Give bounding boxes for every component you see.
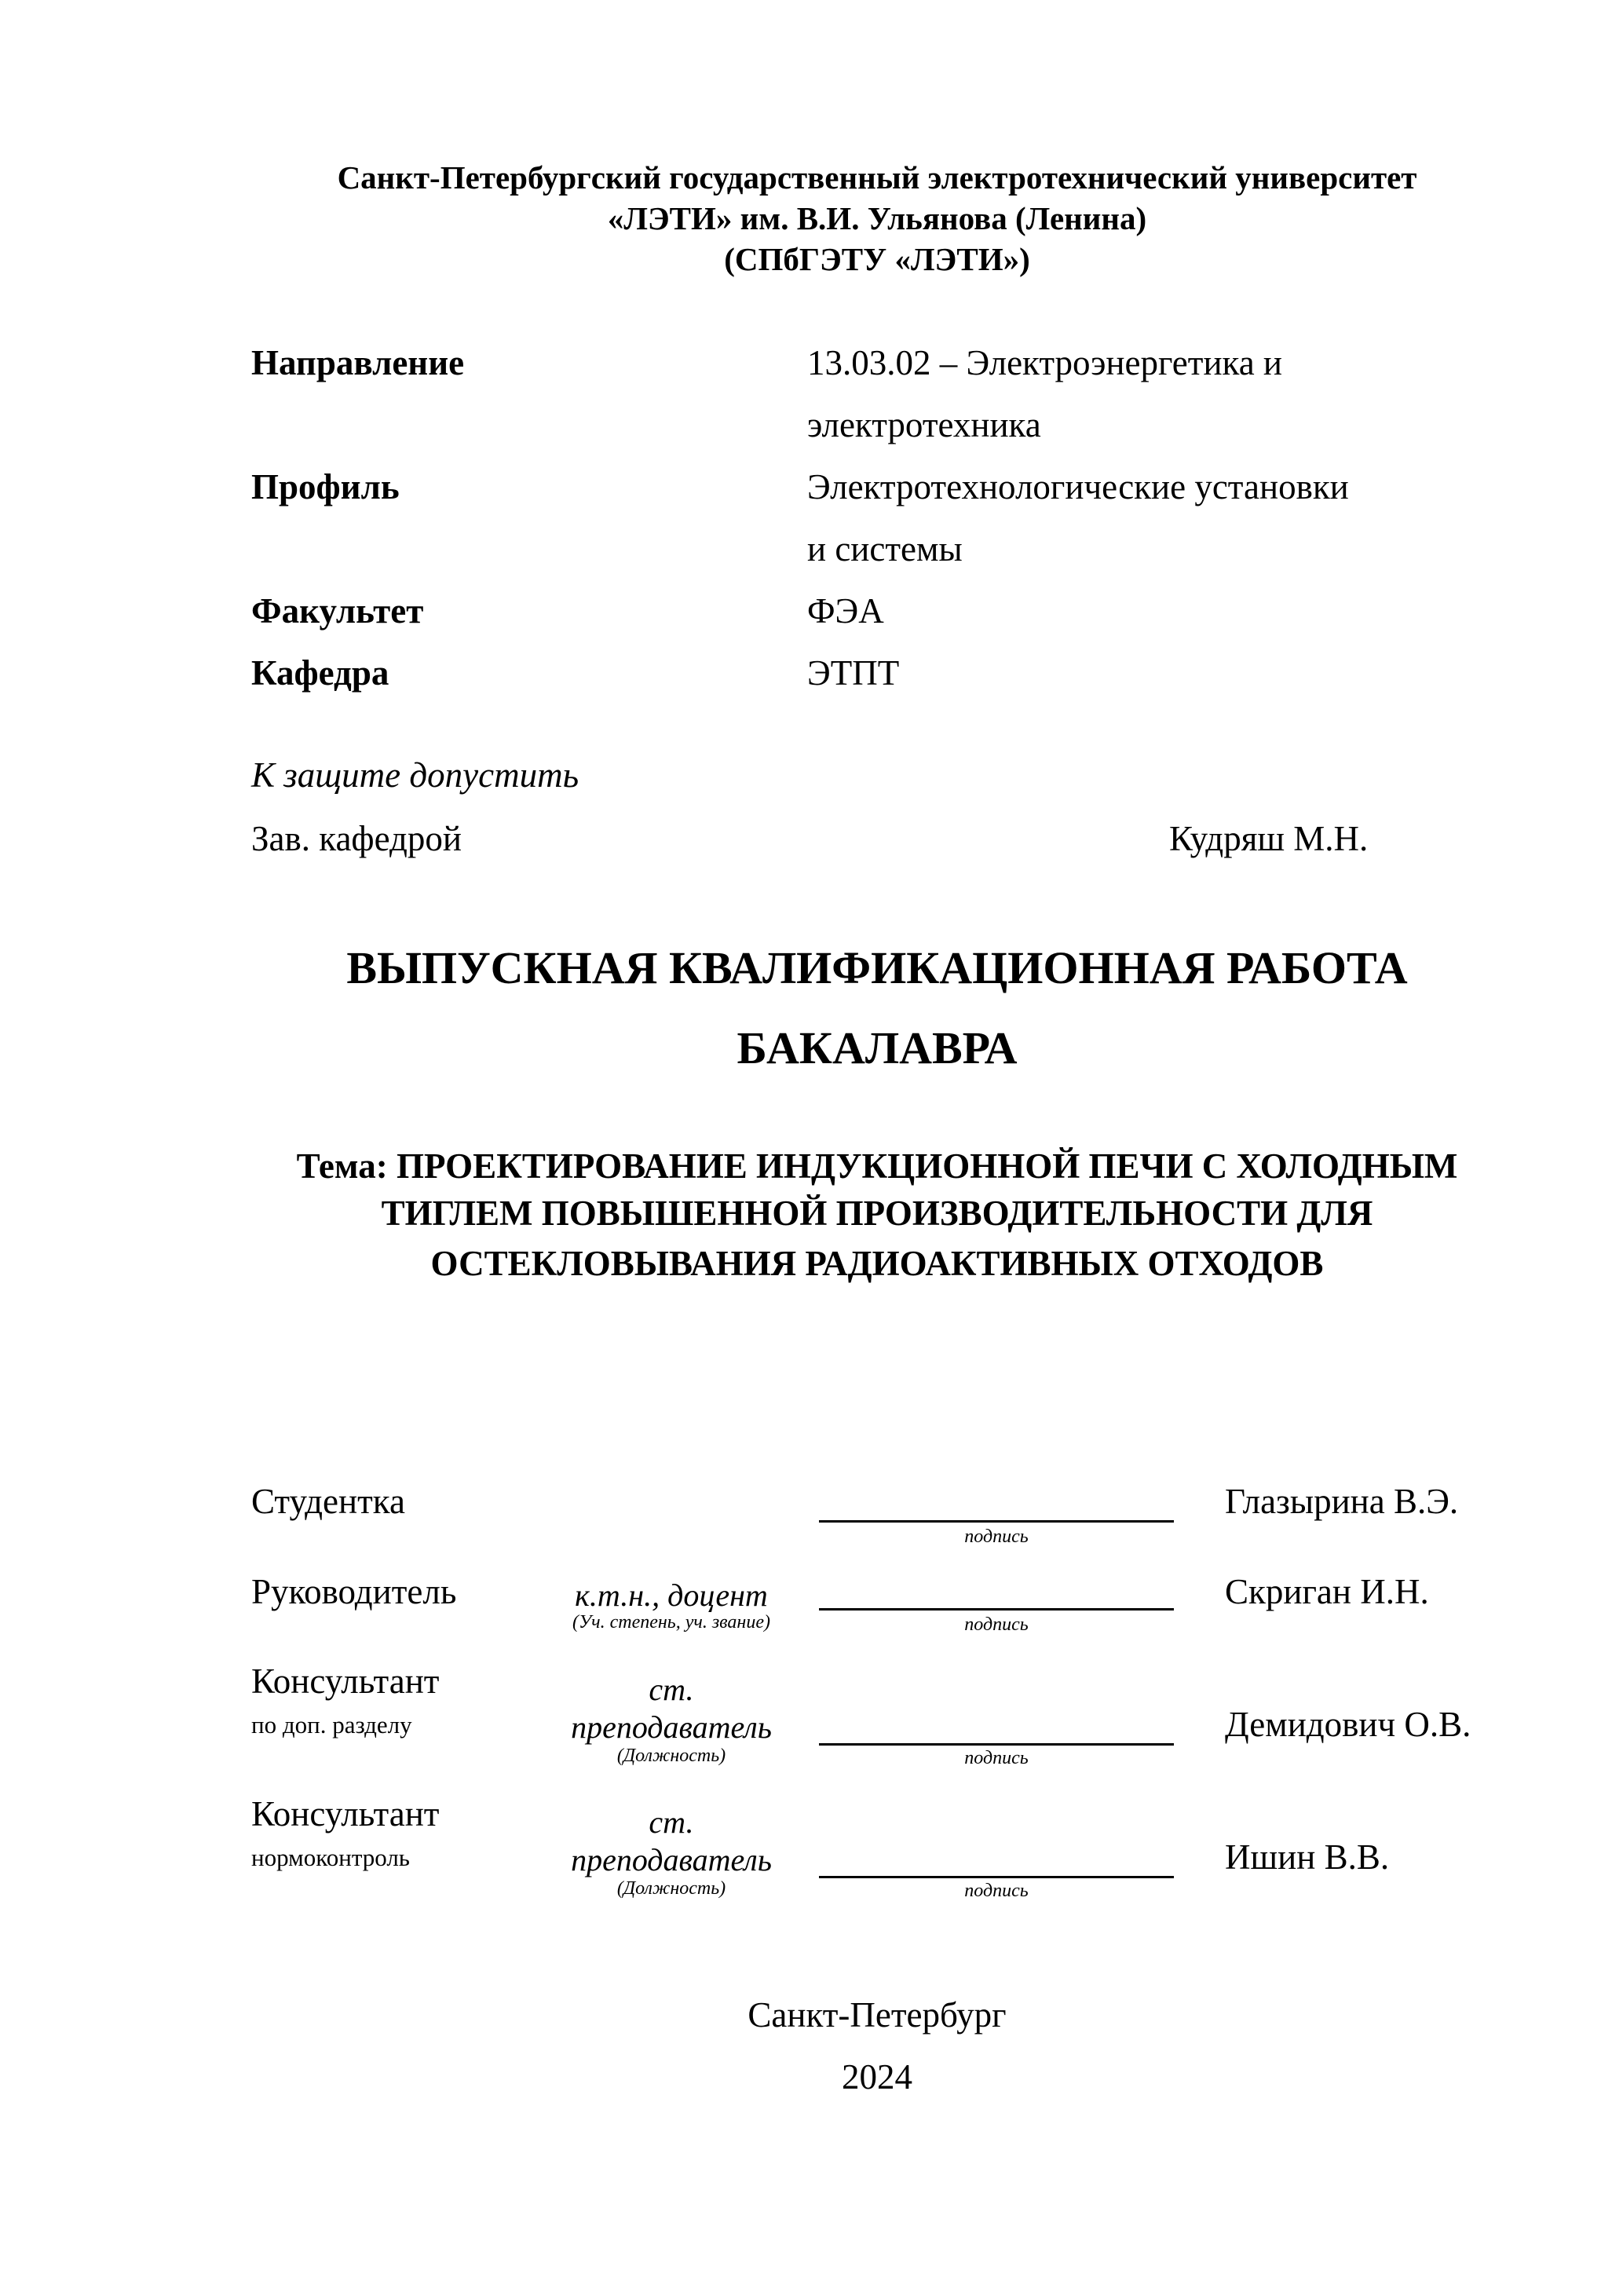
name-normcontrol: Ишин В.В. xyxy=(1225,1837,1390,1877)
admission-role: Зав. кафедрой xyxy=(251,819,462,858)
value-direction-line2: электротехника xyxy=(807,405,1041,444)
work-title-line2: БАКАЛАВРА xyxy=(737,1022,1018,1073)
signature-caption: подпись xyxy=(964,1526,1029,1547)
university-name-line2: «ЛЭТИ» им. В.И. Ульянова (Ленина) xyxy=(607,200,1147,236)
university-name: Санкт-Петербургский государственный электротехнический университет xyxy=(337,159,1417,196)
topic-line3: ОСТЕКЛОВЫВАНИЯ РАДИОАКТИВНЫХ ОТХОДОВ xyxy=(430,1244,1324,1283)
value-profile: Электротехнологические установки xyxy=(807,467,1349,506)
admission-title: К защите допустить xyxy=(251,755,579,795)
signature-line xyxy=(819,1520,1174,1523)
label-profile: Профиль xyxy=(251,467,400,506)
value-department: ЭТПТ xyxy=(807,653,900,693)
footer-year: 2024 xyxy=(842,2057,912,2097)
label-direction: Направление xyxy=(251,343,465,382)
supervisor-position-caption: (Уч. степень, уч. звание) xyxy=(572,1612,770,1632)
label-department: Кафедра xyxy=(251,653,389,693)
signature-caption: подпись xyxy=(964,1881,1029,1901)
signature-line xyxy=(819,1743,1174,1746)
signature-line xyxy=(819,1608,1174,1610)
work-title: ВЫПУСКНАЯ КВАЛИФИКАЦИОННАЯ РАБОТА xyxy=(346,942,1408,993)
consultant-position-caption: (Должность) xyxy=(616,1746,726,1766)
role-student: Студентка xyxy=(251,1482,405,1521)
normcontrol-position-line2: преподаватель xyxy=(571,1842,772,1877)
consultant-subrole: по доп. разделу xyxy=(251,1711,412,1738)
signature-line xyxy=(819,1876,1174,1878)
normcontrol-position-caption: (Должность) xyxy=(616,1878,726,1899)
value-direction: 13.03.02 – Электроэнергетика и xyxy=(807,343,1283,382)
topic-line1: Тема: ПРОЕКТИРОВАНИЕ ИНДУКЦИОННОЙ ПЕЧИ С ХОЛОДНЫМ xyxy=(296,1146,1458,1186)
name-supervisor: Скриган И.Н. xyxy=(1225,1572,1429,1611)
footer-city: Санкт-Петербург xyxy=(748,1995,1007,2035)
consultant-position: ст. xyxy=(649,1672,694,1707)
consultant-position-line2: преподаватель xyxy=(571,1709,772,1745)
supervisor-position: к.т.н., доцент xyxy=(575,1578,768,1613)
role-supervisor: Руководитель xyxy=(251,1572,457,1611)
normcontrol-subrole: нормоконтроль xyxy=(251,1844,410,1871)
normcontrol-position: ст. xyxy=(649,1804,694,1840)
name-student: Глазырина В.Э. xyxy=(1225,1482,1459,1521)
role-normcontrol: Консультант xyxy=(251,1794,440,1834)
role-consultant: Консультант xyxy=(251,1662,440,1701)
label-faculty: Факультет xyxy=(251,591,424,631)
admission-name: Кудряш М.Н. xyxy=(1169,819,1369,858)
university-abbr: (СПбГЭТУ «ЛЭТИ») xyxy=(724,241,1030,277)
value-faculty: ФЭА xyxy=(807,591,884,631)
signature-caption: подпись xyxy=(964,1748,1029,1768)
name-consultant: Демидович О.В. xyxy=(1225,1705,1471,1744)
value-profile-line2: и системы xyxy=(807,529,963,569)
topic-line2: ТИГЛЕМ ПОВЫШЕННОЙ ПРОИЗВОДИТЕЛЬНОСТИ ДЛЯ xyxy=(381,1194,1373,1233)
signature-caption: подпись xyxy=(964,1614,1029,1635)
